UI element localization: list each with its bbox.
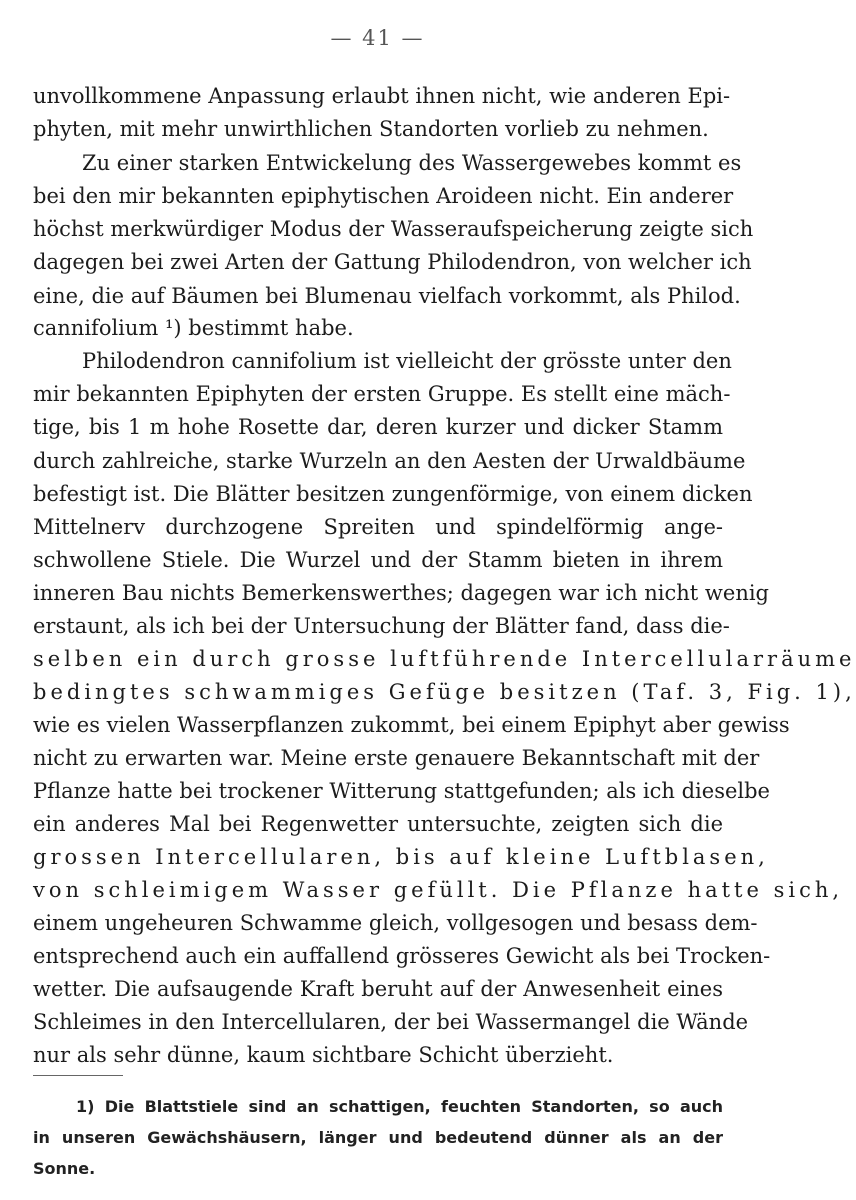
body-line: Philodendron cannifolium ist vielleicht der grösste unter den bbox=[82, 349, 732, 373]
body-line: nur als sehr dünne, kaum sichtbare Schicht überzieht. bbox=[33, 1043, 614, 1067]
body-line: entsprechend auch ein auffallend grösseres Gewicht als bei Trocken- bbox=[33, 944, 771, 968]
body-line: inneren Bau nichts Bemerkenswerthes; dagegen war ich nicht wenig bbox=[33, 581, 770, 605]
body-line: durch zahlreiche, starke Wurzeln an den Aesten der Urwaldbäume bbox=[33, 449, 746, 473]
body-line: wetter. Die aufsaugende Kraft beruht auf der Anwesenheit eines bbox=[33, 977, 723, 1001]
page-number-header: — 41 — bbox=[330, 26, 425, 50]
body-line: grossen Intercellularen, bis auf kleine Luftblasen, bbox=[33, 845, 769, 869]
body-line: Zu einer starken Entwickelung des Wassergewebes kommt es bbox=[82, 151, 742, 175]
body-line: nicht zu erwarten war. Meine erste genauere Bekanntschaft mit der bbox=[33, 746, 760, 770]
body-line: wie es vielen Wasserpflanzen zukommt, bei einem Epiphyt aber gewiss bbox=[33, 713, 790, 737]
body-line: erstaunt, als ich bei der Untersuchung der Blätter fand, dass die- bbox=[33, 614, 730, 638]
body-line: befestigt ist. Die Blätter besitzen zungenförmige, von einem dicken bbox=[33, 482, 753, 506]
body-line: phyten, mit mehr unwirthlichen Standorten vorlieb zu nehmen. bbox=[33, 117, 709, 141]
footnote-divider bbox=[33, 1075, 123, 1076]
footnote-line: Sonne. bbox=[33, 1159, 96, 1178]
body-line: ein anderes Mal bei Regenwetter untersuchte, zeigten sich die bbox=[33, 812, 723, 836]
body-line: tige, bis 1 m hohe Rosette dar, deren kurzer und dicker Stamm bbox=[33, 415, 723, 439]
body-line: bedingtes schwammiges Gefüge besitzen (Taf. 3, Fig. 1), bbox=[33, 680, 856, 704]
footnote-line: in unseren Gewächshäusern, länger und bedeutend dünner als an der bbox=[33, 1128, 723, 1147]
body-line: Mittelnerv durchzogene Spreiten und spindelförmig ange- bbox=[33, 515, 723, 539]
body-line: einem ungeheuren Schwamme gleich, vollgesogen und besass dem- bbox=[33, 911, 758, 935]
body-line: Pflanze hatte bei trockener Witterung stattgefunden; als ich dieselbe bbox=[33, 779, 770, 803]
body-line: selben ein durch grosse luftführende Intercellularräume bbox=[33, 647, 856, 671]
body-line: dagegen bei zwei Arten der Gattung Philodendron, von welcher ich bbox=[33, 250, 752, 274]
body-line: höchst merkwürdiger Modus der Wasseraufspeicherung zeigte sich bbox=[33, 217, 754, 241]
body-line: eine, die auf Bäumen bei Blumenau vielfach vorkommt, als Philod. bbox=[33, 284, 741, 308]
body-line: Schleimes in den Intercellularen, der bei Wassermangel die Wände bbox=[33, 1010, 749, 1034]
body-line: cannifolium ¹) bestimmt habe. bbox=[33, 316, 354, 340]
footnote-line: 1) Die Blattstiele sind an schattigen, feuchten Standorten, so auch bbox=[76, 1097, 723, 1116]
body-line: unvollkommene Anpassung erlaubt ihnen nicht, wie anderen Epi- bbox=[33, 84, 731, 108]
body-line: bei den mir bekannten epiphytischen Aroideen nicht. Ein anderer bbox=[33, 184, 734, 208]
body-line: schwollene Stiele. Die Wurzel und der Stamm bieten in ihrem bbox=[33, 548, 723, 572]
body-line: mir bekannten Epiphyten der ersten Gruppe. Es stellt eine mäch- bbox=[33, 382, 731, 406]
body-line: von schleimigem Wasser gefüllt. Die Pflanze hatte sich, bbox=[33, 878, 844, 902]
